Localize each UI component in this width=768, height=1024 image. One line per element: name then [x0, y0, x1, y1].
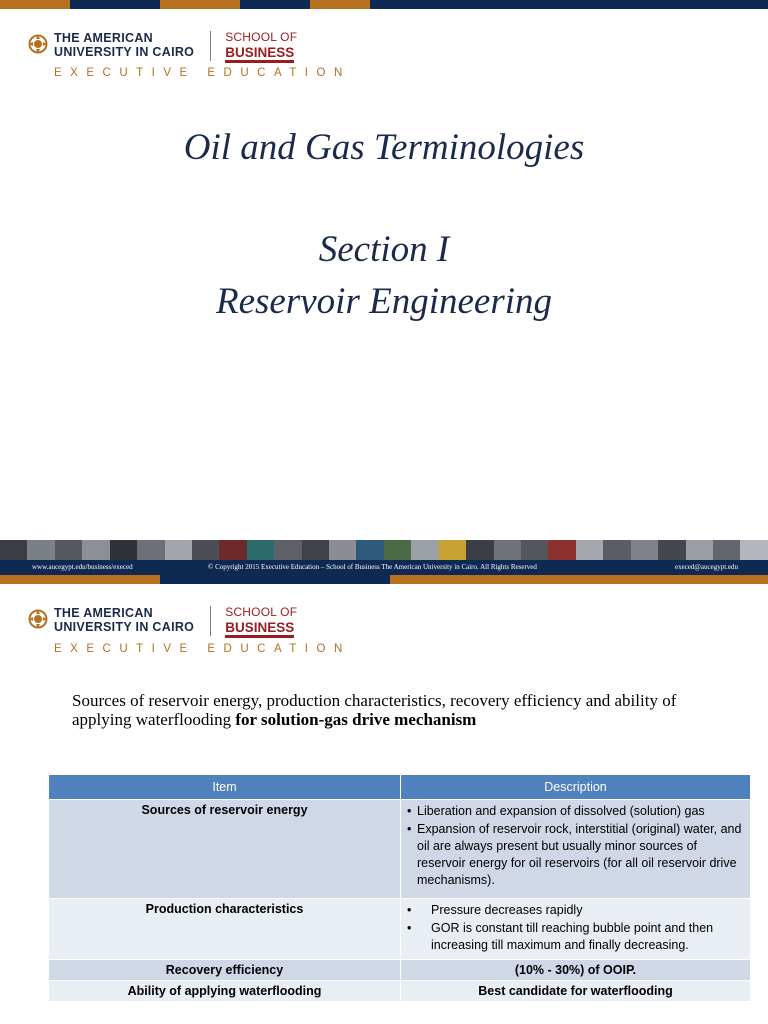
slide-subtitle [72, 691, 712, 729]
subtitle-bold: for solution-gas drive mechanism [235, 710, 477, 729]
table-row [49, 981, 751, 1002]
logo-line-1: THE AMERICAN [54, 606, 153, 620]
row-item: Ability of applying waterflooding [49, 981, 401, 1002]
logo-line-2: UNIVERSITY IN CAIRO [54, 45, 195, 59]
school-of-label: SCHOOL OF [225, 30, 298, 44]
footer-email: execed@aucegypt.edu [675, 563, 738, 571]
footer-copyright: © Copyright 2015 Executive Education – School of Business The American University in Cairo. All Rights Reserved [208, 563, 537, 571]
list-item: • Pressure decreases rapidly [407, 903, 583, 917]
executive-education-label: EXECUTIVE EDUCATION [54, 643, 351, 655]
auc-logo [28, 31, 297, 63]
footer-url: www.aucegypt.edu/business/execed [32, 563, 133, 571]
business-label: BUSINESS [225, 620, 294, 638]
row-description [401, 899, 751, 960]
table-row [49, 960, 751, 981]
list-item: • Liberation and expansion of dissolved (solution) gas [407, 804, 705, 818]
slide-main-title: Oil and Gas Terminologies [183, 127, 585, 168]
row-item: Production characteristics [49, 899, 401, 960]
header-item: Item [49, 775, 401, 800]
row-description [401, 800, 751, 899]
list-item: • GOR is constant till reaching bubble point and then increasing till maximum and finally decreasing. [407, 921, 714, 952]
table-row [49, 800, 751, 899]
logo-line-1: THE AMERICAN [54, 31, 153, 45]
executive-education-label: EXECUTIVE EDUCATION [54, 67, 351, 79]
drive-mechanism-table [48, 774, 751, 1002]
row-item: Sources of reservoir energy [49, 800, 401, 899]
row-value: (10% - 30%) of OOIP. [401, 960, 751, 981]
school-of-label: SCHOOL OF [225, 605, 298, 619]
logo-divider [210, 606, 211, 636]
auc-seal-icon [28, 34, 48, 54]
topic-title: Reservoir Engineering [216, 281, 552, 322]
row-value: Best candidate for waterflooding [401, 981, 751, 1002]
subtitle-plain: Sources of reservoir energy, production characteristics, recovery efficiency and ability of applying waterflooding [72, 691, 677, 729]
top-color-bar [0, 0, 768, 9]
logo-line-2: UNIVERSITY IN CAIRO [54, 620, 195, 634]
section-title: Section I [318, 229, 450, 270]
list-item: • Expansion of reservoir rock, interstitial (original) water, and oil are always present but usually minor sources of reservoir energy for oil reservoirs (for all oil reservoir drive mechanisms). [407, 822, 742, 887]
image-mosaic-strip [0, 540, 768, 560]
auc-seal-icon [28, 609, 48, 629]
auc-logo [28, 606, 297, 638]
table-row [49, 899, 751, 960]
slide1-footer [0, 560, 768, 575]
slide-content [0, 586, 768, 1024]
logo-divider [210, 31, 211, 61]
header-description: Description [401, 775, 751, 800]
row-item: Recovery efficiency [49, 960, 401, 981]
table-header-row [49, 775, 751, 800]
business-label: BUSINESS [225, 45, 294, 63]
bottom-color-bar [0, 575, 768, 584]
